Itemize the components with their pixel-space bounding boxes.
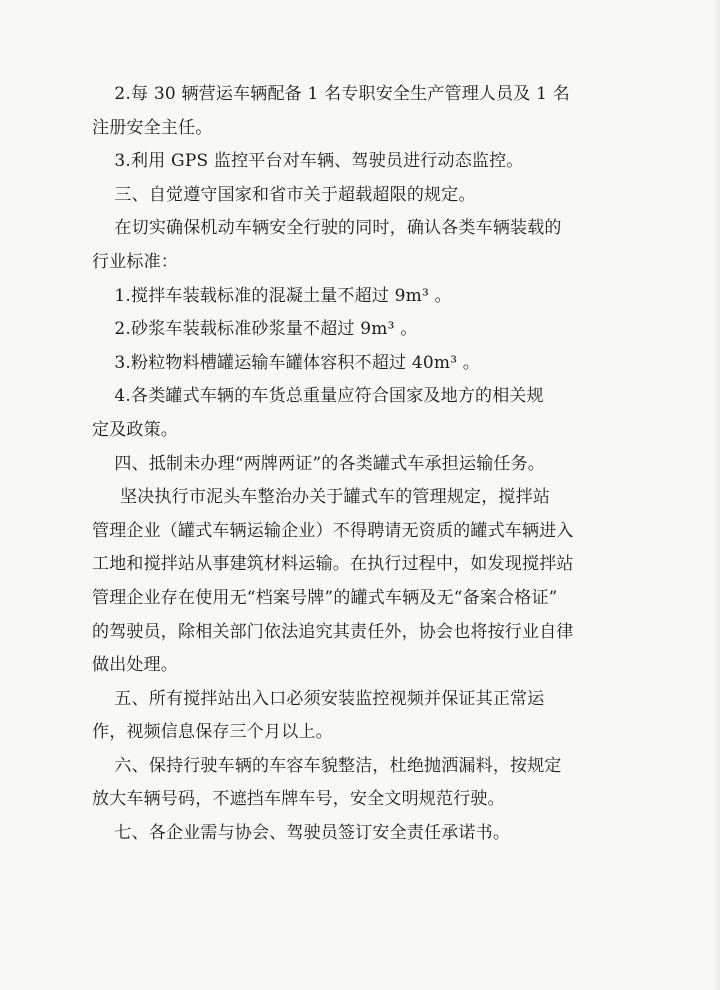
text-line: 工地和搅拌站从事建筑材料运输。在执行过程中，如发现搅拌站	[92, 554, 574, 575]
text-line: 管理企业（罐式车辆运输企业）不得聘请无资质的罐式车辆进入	[92, 520, 574, 541]
section-heading: 三、自觉遵守国家和省市关于超载超限的规定。	[92, 184, 476, 205]
section-heading: 四、抵制未办理“两牌两证”的各类罐式车承担运输任务。	[92, 453, 545, 474]
scan-edge-shadow	[712, 0, 720, 990]
section-heading: 五、所有搅拌站出入口必须安装监控视频并保证其正常运	[92, 688, 545, 709]
text-line: 定及政策。	[92, 419, 178, 440]
text-line: 坚决执行市泥头车整治办关于罐式车的管理规定，搅拌站	[92, 487, 551, 508]
text-line: 4.各类罐式车辆的车货总重量应符合国家及地方的相关规	[92, 386, 544, 407]
text-line: 注册安全主任。	[92, 117, 213, 138]
text-line: 3.利用 GPS 监控平台对车辆、驾驶员进行动态监控。	[92, 151, 524, 172]
text-line: 放大车辆号码，不遮挡车牌车号，安全文明规范行驶。	[92, 789, 505, 810]
text-line: 作，视频信息保存三个月以上。	[92, 722, 333, 743]
text-line: 2.每 30 辆营运车辆配备 1 名专职安全生产管理人员及 1 名	[92, 84, 570, 104]
text-line: 1.搅拌车装载标准的混凝土量不超过 9m³ 。	[92, 285, 452, 306]
text-line: 管理企业存在使用无“档案号牌”的罐式车辆及无“备案合格证”	[92, 587, 558, 608]
text-line: 3.粉粒物料槽罐运输车罐体容积不超过 40m³ 。	[92, 352, 481, 373]
text-line: 做出处理。	[92, 655, 178, 676]
text-line: 在切实确保机动车辆安全行驶的同时，确认各类车辆装载的	[92, 218, 562, 239]
section-heading: 六、保持行驶车辆的车容车貌整洁，杜绝抛洒漏料，按规定	[92, 755, 562, 776]
text-line: 2.砂浆车装载标准砂浆量不超过 9m³ 。	[92, 319, 418, 340]
text-line: 行业标准：	[92, 251, 178, 272]
section-heading: 七、各企业需与协会、驾驶员签订安全责任承诺书。	[92, 823, 511, 844]
text-line: 的驾驶员，除相关部门依法追究其责任外，协会也将按行业自律	[92, 621, 574, 642]
